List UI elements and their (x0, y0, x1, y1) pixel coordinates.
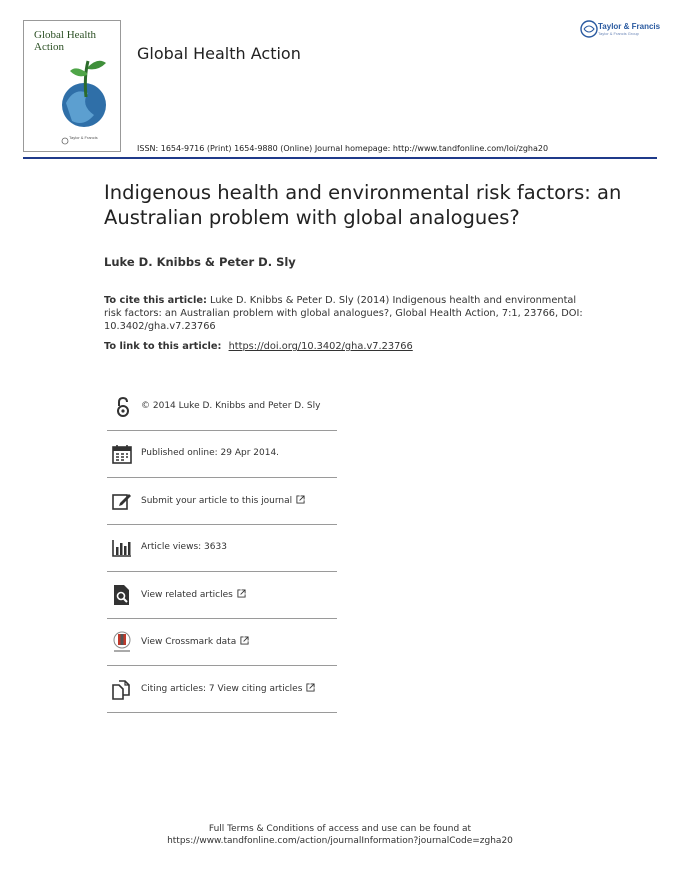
footer-terms-text: Full Terms & Conditions of access and use can be found at (208, 824, 472, 834)
submit-article-text[interactable]: Submit your article to this journal (141, 496, 293, 506)
external-link-icon (296, 495, 305, 504)
article-authors: Luke D. Knibbs & Peter D. Sly (104, 255, 296, 269)
article-info-list (107, 384, 337, 713)
article-title: Indigenous health and environmental risk factors: an Australian problem with global analogues? (104, 181, 622, 229)
copyright-text: © 2014 Luke D. Knibbs and Peter D. Sly (141, 401, 321, 411)
article-views-text: Article views: 3633 (141, 542, 227, 552)
edit-icon (111, 490, 133, 512)
bar-chart-icon (111, 537, 133, 559)
link-label: To link to this article: (104, 341, 222, 352)
external-link-icon (306, 683, 315, 692)
related-articles-link[interactable] (141, 589, 246, 600)
external-link-icon (240, 636, 249, 645)
journal-name[interactable]: Global Health Action (137, 44, 301, 63)
submit-article-link[interactable] (141, 495, 305, 506)
list-item-citing[interactable] (107, 666, 337, 713)
cover-title: Global Health Action (34, 29, 97, 53)
external-link-icon (237, 589, 246, 598)
citation-block (104, 294, 584, 333)
issn-line: ISSN: 1654-9716 (Print) 1654-9880 (Online) Journal homepage: http://www.tandfonline.com/loi/zgha20 (137, 144, 549, 153)
citing-articles-icon (111, 678, 133, 700)
citing-articles-text[interactable]: Citing articles: 7 View citing articles (141, 684, 303, 694)
list-item-related[interactable] (107, 572, 337, 619)
citing-articles-link[interactable] (141, 683, 315, 694)
globe-sprout-icon (58, 53, 110, 133)
calendar-icon (111, 443, 133, 465)
footer (0, 823, 680, 847)
open-access-icon (111, 396, 133, 418)
list-item-copyright (107, 384, 337, 431)
crossmark-link[interactable] (141, 636, 249, 647)
cite-text: Luke D. Knibbs & Peter D. Sly (2014) Indigenous health and environmental risk factors: an Australian problem with global analogues?, Global Health Action, 7:1, 23766, DOI: 10.3402/gha.v7.23766 (104, 295, 583, 332)
header-divider (23, 157, 657, 159)
crossmark-text[interactable]: View Crossmark data (141, 637, 237, 647)
search-document-icon (111, 584, 133, 606)
footer-terms-url[interactable]: https://www.tandfonline.com/action/journalInformation?journalCode=zgha20 (167, 836, 513, 846)
related-articles-text[interactable]: View related articles (141, 590, 233, 600)
list-item-views (107, 525, 337, 572)
article-link-line (104, 341, 413, 352)
doi-link[interactable]: https://doi.org/10.3402/gha.v7.23766 (228, 341, 413, 352)
cite-label: To cite this article: (104, 295, 207, 306)
list-item-crossmark[interactable] (107, 619, 337, 666)
cover-publisher: Taylor & Francis (69, 135, 98, 140)
list-item-submit[interactable] (107, 478, 337, 525)
list-item-published (107, 431, 337, 478)
published-date-text: Published online: 29 Apr 2014. (141, 448, 280, 458)
publisher-tagline: Taylor & Francis Group (598, 31, 639, 36)
journal-cover (23, 20, 121, 152)
publisher-logo-text: Taylor & Francis (598, 22, 661, 31)
crossmark-icon (111, 631, 133, 653)
